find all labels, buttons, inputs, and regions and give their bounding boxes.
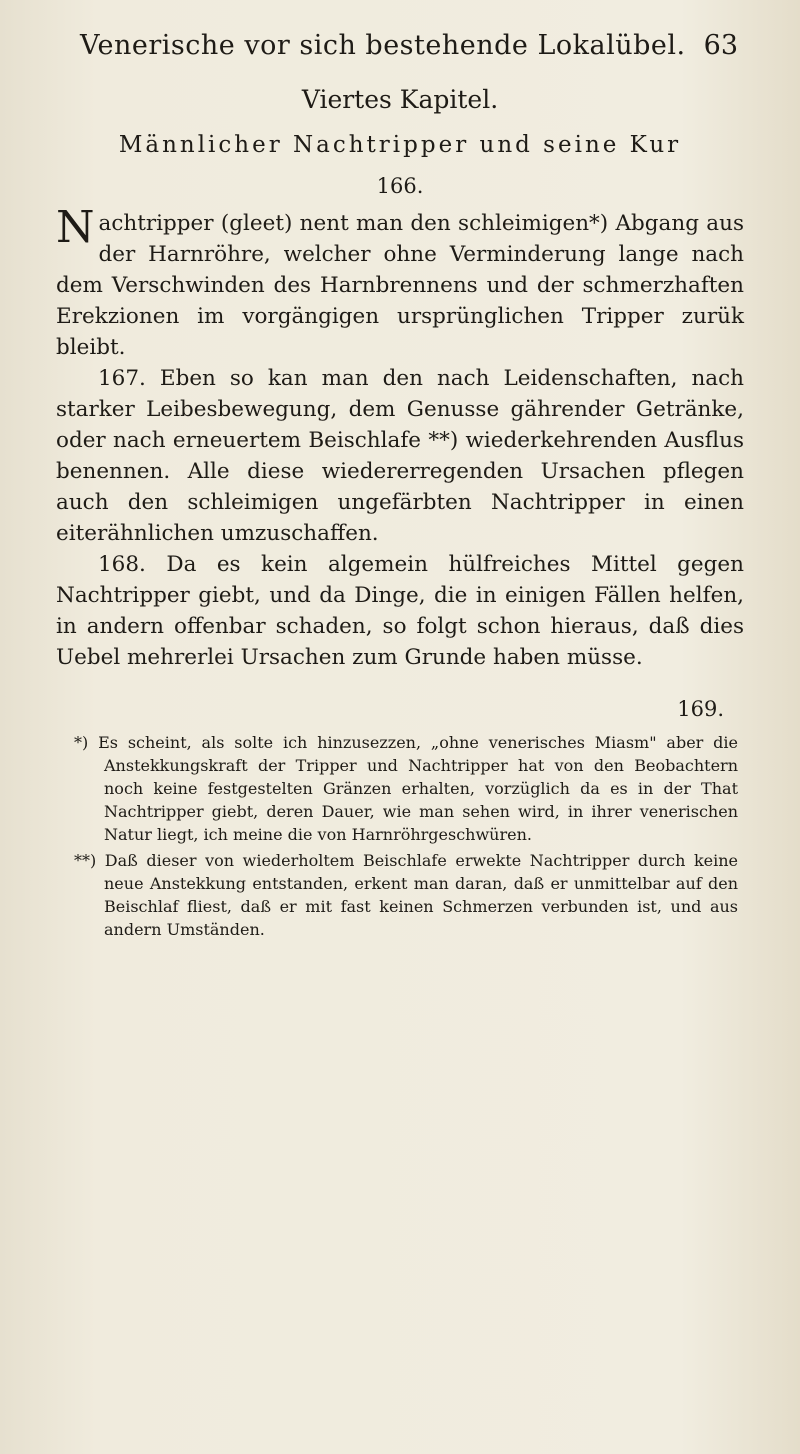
paragraph-168 <box>56 549 744 673</box>
chapter-subtitle: Männlicher Nachtripper und seine Kur <box>118 132 682 158</box>
paragraph-167 <box>56 363 744 549</box>
footnote-2: **) Daß dieser von wiederholtem Beischlafe erwekte Nachtripper durch keine neue Anstekkung entstanden, erkent man daran, daß er unmittelbar auf den Beischlaf fliest, daß er mit fast keinen Schmerzen verbunden ist, und aus andern Umständen. <box>74 851 738 939</box>
running-head <box>56 30 744 61</box>
next-section-number: 169. <box>677 697 724 721</box>
paragraph-168-text: Da es kein algemein hülfreiches Mittel gegen Nachtripper giebt, und da Dinge, die in einigen Fällen helfen, in andern offenbar schaden, so folgt schon hieraus, daß dies Uebel mehrerlei Ursachen zum Grunde haben müsse. <box>56 552 744 670</box>
footnote-1: *) Es scheint, als solte ich hinzusezzen, „ohne venerisches Miasm" aber die Anstekkungskraft der Tripper und Nachtripper hat von den Beobachtern noch keine festgestelten Gränzen erhalten, vorzüglich da es in der That Nachtripper giebt, deren Dauer, wie man sehen wird, in ihrer venerischen Natur liegt, ich meine die von Harnröhrgeschwüren. <box>74 733 738 844</box>
paragraph-167-text: Eben so kan man den nach Leidenschaften, nach starker Leibesbewegung, dem Genusse gährender Getränke, oder nach erneuertem Beischlafe **) wiederkehrenden Ausflus benennen. Alle diese wiedererregenden Ursachen pflegen auch den schleimigen ungefärbten Nachtripper in einen eiterähnlichen umzuschaffen. <box>56 366 744 546</box>
section-number-167: 167. <box>98 366 146 391</box>
section-number-168: 168. <box>98 552 146 577</box>
chapter-title: Viertes Kapitel. <box>301 85 499 114</box>
paragraph-166: Nachtripper (gleet) nent man den schleimigen*) Abgang aus der Harnröhre, welcher ohne Verminderung lange nach dem Verschwinden des Harnbrennens und der schmerzhaften Erekzionen im vorgängigen ursprünglichen Tripper zurük bleibt. <box>56 202 744 360</box>
running-head-title: Venerische vor sich bestehende Lokalübel. <box>80 30 686 61</box>
section-number-166: 166. <box>376 174 424 198</box>
page-number: 63 <box>703 30 738 61</box>
